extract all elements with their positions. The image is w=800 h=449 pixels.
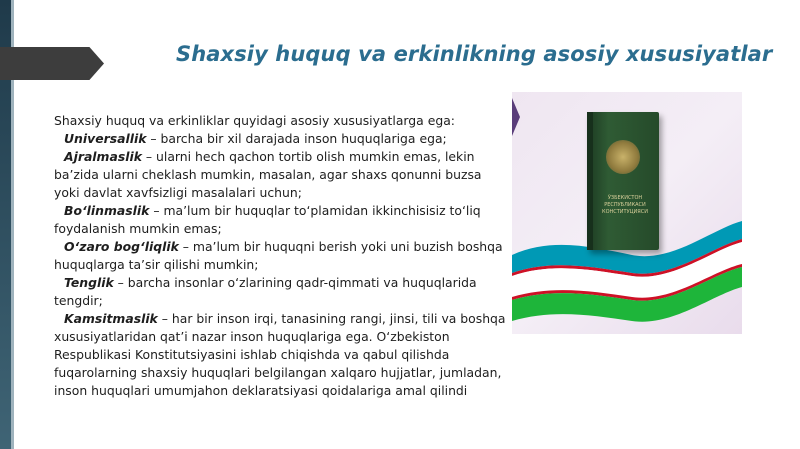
emblem-icon: [606, 140, 640, 174]
list-item: [54, 238, 506, 274]
item-term: O‘zaro bog‘liqlik: [64, 239, 179, 254]
list-item: [54, 202, 506, 238]
item-term: Bo‘linmaslik: [64, 203, 150, 218]
item-text: – har bir inson irqi, tanasining rangi, jinsi, tili va boshqa xususiyatlaridan qat’i nazar inson huquqlariga ega. O‘zbekiston Respublikasi Konstitutsiyasini ishlab chiqishda va qabul qilishda fuqarolarning shaxsiy huquqlari belgilangan xalqaro hujjatlar, jumladan, inson huquqlari umumjahon deklaratsiyasi qoidalariga amal qilindi: [54, 311, 506, 398]
slide-title: Shaxsiy huquq va erkinlikning asosiy xususiyatlar: [176, 42, 773, 66]
item-text: – ma’lum bir huquqni berish yoki uni buzish boshqa huquqlarga ta’sir qilishi mumkin;: [54, 239, 503, 272]
list-item: [54, 130, 506, 148]
constitution-image: [512, 92, 742, 334]
list-item: [54, 148, 506, 202]
item-text: – ularni hech qachon tortib olish mumkin emas, lekin ba’zida ularni cheklash mumkin, masalan, agar shaxs qonunni buzsa yoki davlat xavfsizligi masalalari uchun;: [54, 149, 482, 200]
intro-text: Shaxsiy huquq va erkinliklar quyidagi asosiy xususiyatlarga ega:: [54, 113, 455, 128]
item-term: Tenglik: [64, 275, 114, 290]
body-text: [54, 112, 506, 400]
title-arrow-tab: [0, 47, 104, 80]
item-text: – barcha insonlar o‘zlarining qadr-qimmati va huquqlarida tengdir;: [54, 275, 477, 308]
book-spine: [587, 112, 593, 250]
item-term: Ajralmaslik: [64, 149, 142, 164]
constitution-book: [587, 112, 659, 250]
book-title: ЎЗБЕКИСТОН РЕСПУБЛИКАСИ КОНСТИТУЦИЯСИ: [602, 195, 648, 215]
list-item: [54, 274, 506, 310]
item-text: – ma’lum bir huquqlar to‘plamidan ikkinchisisiz to‘liq foydalanish mumkin emas;: [54, 203, 481, 236]
image-notch: [512, 98, 520, 136]
item-term: Universallik: [64, 131, 147, 146]
item-text: – barcha bir xil darajada inson huquqlariga ega;: [146, 131, 447, 146]
list-item: [54, 310, 506, 400]
item-term: Kamsitmaslik: [64, 311, 158, 326]
